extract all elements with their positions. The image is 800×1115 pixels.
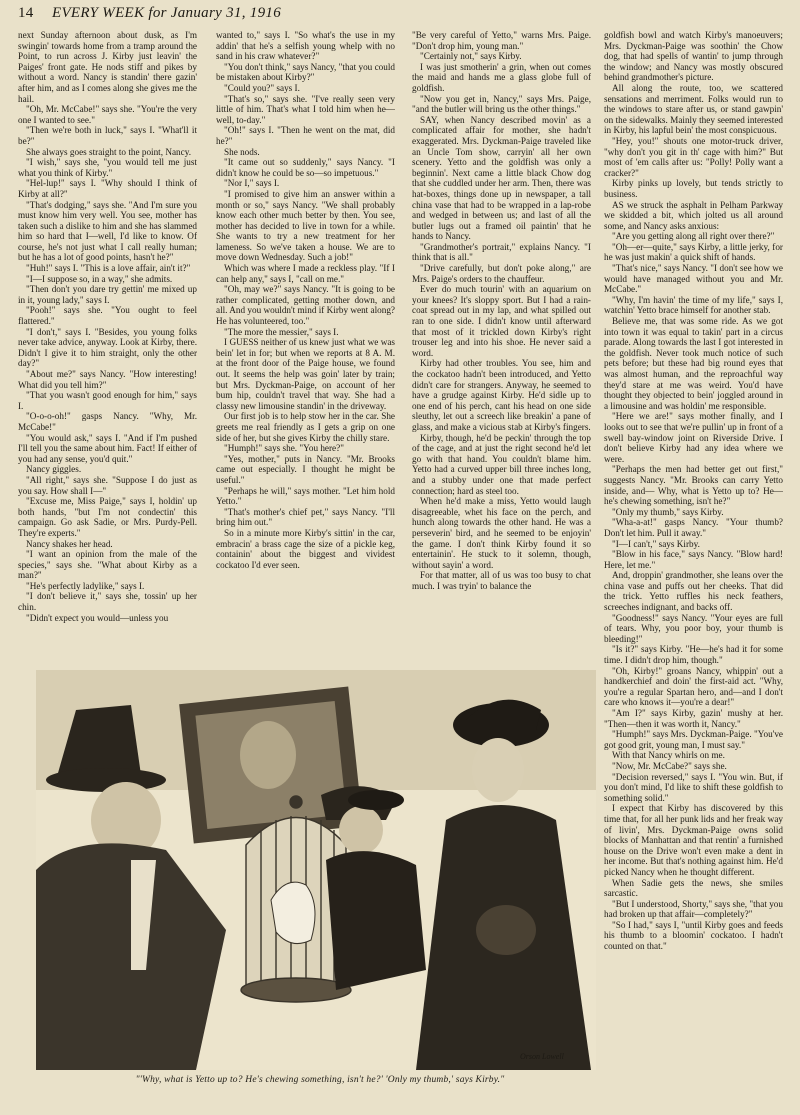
paragraph: "Drive carefully, but don't poke along," are Mrs. Paige's orders to the chauffeur. [412,263,591,284]
paragraph: "Goodness!" says Nancy. "Your eyes are full of tears. Why, you poor boy, your thumb is bleeding!" [604,612,783,644]
paragraph: goldfish bowl and watch Kirby's manoeuvers; Mrs. Dyckman-Paige was soothin' the Chow dog, that had spells of wantin' to jump through the window; and Nancy was mostly obscured behind grandmother's picture. [604,30,783,83]
paragraph: I GUESS neither of us knew just what we was bein' let in for; but when we reports at 8 A. M. at the front door of the Paige house, we found out. It seems the help was goin' later by train; but Mrs. Dyckman-Paige, on account of her bum hip, couldn't travel that way. She had a classy new limousine standin' in the driveway. [216,337,395,411]
paragraph: "That's mother's chief pet," says Nancy. "I'll bring him out." [216,506,395,528]
paragraph: "But I understood, Shorty," says she, "that you had broken up that affair—completely?" [604,898,783,920]
paragraph: "Decision reversed," says I. "You win. But, if you don't mind, I'd like to shift these goldfish to something solid." [604,771,783,803]
paragraph: "Perhaps he will," says mother. "Let him hold Yetto." [216,485,395,507]
paragraph: Nancy shakes her head. [26,538,113,549]
paragraph: "I wish," says she, "you would tell me just what you think of Kirby." [18,157,197,178]
page-header [18,5,788,25]
paragraph: For that matter, all of us was too busy to chat much. I was tryin' to balance the [412,570,591,591]
paragraph: "Grandmother's portrait," explains Nancy. "I think that is all." [412,241,591,263]
paragraph: "Perhaps the men had better get out first," suggests Nancy. "Mr. Brooks can carry Yetto inside, and— Why, what is Yetto up to? He—he's chewing something, isn't he?" [604,464,783,507]
paragraph: "I don't," says I. "Besides, you young folks never take advice, anyway. Look at Kirby, there. Didn't I give it to him straight, only the other day?" [18,326,197,369]
cockatoo [271,882,315,943]
paragraph: "Could you?" says I. [224,82,300,93]
paragraph: When Sadie gets the news, she smiles sarcastic. [604,877,783,899]
paragraph: "Wha-a-at!" gasps Nancy. "Your thumb? Don't let him. Pull it away." [604,517,783,538]
text-column-2 [216,30,395,670]
paragraph: next Sunday afternoon about dusk, as I'm swingin' towards home from a tramp around the Point, to run across J. Kirby just leavin' the Paiges' front gate. He nods stiff and pikes by without a word. Nancy is standin' there gazin' after him, and as I comes along she gives me the hail. [18,30,197,104]
paragraph: "I don't believe it," says she, tossin' up her chin. [18,591,197,613]
paragraph: "It came out so suddenly," says Nancy. "I didn't know he could be so—so impetuous." [216,157,395,178]
paragraph: Our first job is to help stow her in the car. She greets me real friendly as I gets a grip on one side of her, but she gives Kirby the chilly stare. [216,411,395,443]
paragraph: SAY, when Nancy described movin' as a complicated affair for mother, she hadn't exaggerated. Mrs. Dyckman-Paige traveled like an Uncle Tom show, carryin' all her own scenery. Yetto and the goldfish was only a beginnin'. Next came a little black Chow dog that she cuddled under her arm. Then, there was hat-boxes, things done up in newspaper, a tall china vase that had to be wrapped in a lap-robe and wedged in between us; and last of all the butler lugs out a framed oil paintin' that he hands to Nancy. [412,114,591,242]
page-number: 14 [18,5,34,21]
paragraph: Ever do much tourin' with an aquarium on your knees? It's sloppy sport. But I had a rain-coat spread out in my lap, and what spilled out ran to one side. I didn't know until afterward that most of it trickled down Kirby's right trouser leg and into his shoe. He never said a word. [412,284,591,358]
paragraph: "Are you getting along all right over there?" [612,231,775,242]
paragraph: "Then we're both in luck," says I. "What'll it be?" [18,125,197,146]
paragraph: "Hey, you!" shouts one motor-truck driver, "why don't you git in th' cage with him?" But most of 'em calls after us: "Polly! Polly want a cracker?" [604,135,783,178]
paragraph: wanted to," says I. "So what's the use in my addin' that he's a selfish young whelp with no sand in his craw whatever?" [216,30,395,62]
paragraph: And, droppin' grandmother, she leans over the china vase and puffs out her cheeks. That did the trick. Yetto ruffles his neck feathers, screeches indignant, and backs off. [604,570,783,613]
paragraph: "Didn't expect you would—unless you [26,612,169,623]
paragraph: "Be very careful of Yetto," warns Mrs. Paige. "Don't drop him, young man." [412,30,591,51]
paragraph: "Is it?" says Kirby. "He—he's had it for some time. I didn't drop him, though." [604,644,783,666]
paragraph: "Here we are!" says mother finally, and I looks out to see that we're pullin' up in front of a swell bay-window joint on Riverside Drive. I don't believe Kirby had any idea where we were. [604,411,783,464]
paragraph: "Why, I'm havin' the time of my life," says I, watchin' Yetto brace himself for another stab. [604,294,783,316]
paragraph: "Oh, Mr. McCabe!" says she. "You're the very one I wanted to see." [18,104,197,125]
paragraph: "Pooh!" says she. "You ought to feel flattered." [18,305,197,327]
paragraph: "Humph!" says she. "You here?" [224,443,344,454]
paragraph: "Blow in his face," says Nancy. "Blow hard! Here, let me." [604,549,783,570]
paragraph: "I want an opinion from the male of the species," says she. "What about Kirby as a man?" [18,549,197,581]
paragraph: "Yes, mother," puts in Nancy. "Mr. Brooks came out especially. I thought he might be useful." [216,453,395,485]
paragraph: "Excuse me, Miss Paige," says I, holdin' up both hands, "but I'm not condectin' this campaign. Go ask Sadie, or Mrs. Purdy-Pell. They're experts." [18,496,197,538]
paragraph: "That's so," says she. "I've really seen very little of him. That's what I told him when he—well, to-day." [216,93,395,125]
paragraph: With that Nancy whirls on me. [612,750,725,761]
paragraph: I was just smotherin' a grin, when out comes the maid and hands me a glass globe full of goldfish. [412,61,591,93]
paragraph: All along the route, too, we scattered sensations and merriment. Folks would run to the windows to stare after us, or stand gawpin' on the sidewalks. Mainly they seemed interested in Kirby, his lapful bein' the most conspicuous. [604,82,783,136]
paragraph: "You would ask," says I. "And if I'm pushed I'll tell you the same about him. Fact! If either of you had any sense, you'd quit." [18,432,197,464]
paragraph: "Oh, may we?" says Nancy. "It is going to be rather complicated, getting mother down, and all. And you wouldn't mind if Kirby went along? He has volunteered, too." [216,284,395,327]
paragraph: "Certainly not," says Kirby. [420,51,522,62]
paragraph: AS we struck the asphalt in Pelham Parkway we skidded a bit, which jolted us all around some, and Nancy asks anxious: [604,199,783,231]
paragraph: "You don't think," says Nancy, "that you could be mistaken about Kirby?" [216,61,395,83]
paragraph: "I—I suppose so, in a way," she admits. [26,273,173,284]
paragraph: I expect that Kirby has discovered by this time that, for all her punk lids and her freak way of livin', Mrs. Dyckman-Paige owns solid blocks of Manhattan and that rentin' a furnished house on the Drive won't even make a dent in her income. But that's nothing against him. He'd picked Nancy when he thought different. [604,803,783,877]
paragraph: "That's nice," says Nancy. "I don't see how we would have managed without you and Mr. McCabe." [604,263,783,295]
paragraph: Nancy giggles. [26,464,82,475]
caption-text: "'Why, what is Yetto up to? He's chewing something, isn't he?' 'Only my thumb,' says Kirby." [135,1075,505,1085]
paragraph: She always goes straight to the point, Nancy. [26,146,192,157]
paragraph: "Nor I," says I. [224,178,280,189]
paragraph: "Oh, Kirby!" groans Nancy, whippin' out a handkerchief and doin' the first-aid act. "Why, you're a regular Spartan hero, and—and I don't care who knows it—you're a dear!" [604,665,783,708]
paragraph: "Hel-lup!" says I. "Why should I think of Kirby at all?" [18,178,197,199]
artist-signature [520,1052,564,1061]
paragraph: "That you wasn't good enough for him," says I. [18,390,197,411]
publication-title: EVERY WEEK for January 31, 1916 [52,5,282,21]
paragraph: "Oh—er—quite," says Kirby, a little jerky, for he was just makin' a quick shift of hands. [604,241,783,263]
story-illustration [36,670,596,1070]
paragraph: "All right," says she. "Suppose I do just as you say. How shall I—" [18,474,197,496]
text-column-3 [412,30,591,670]
chow-dog [476,905,536,955]
text-column-1 [18,30,197,670]
paragraph: Kirby had other troubles. You see, him and the cockatoo hadn't been introduced, and Yetto didn't care for strangers. Anyway, he seemed to have a grudge against Kirby. He'd sidle up to one end of his perch, cant his head on one side sleuthy, let out a screech like breakin' a pane of glass, and make a vicious stab at Kirby's fingers. [412,358,591,432]
paragraph: "Huh!" says I. "This is a love affair, ain't it?" [26,263,191,274]
paragraph: "He's perfectly ladylike," says I. [26,580,145,591]
illustration-drawing [36,670,596,1070]
paragraph: Kirby pinks up lovely, but tends strictly to business. [604,178,783,199]
signature-text: Orson Lowell [520,1052,564,1061]
paragraph: When he'd make a miss, Yetto would laugh disagreeable, whet his face on the perch, and hunch along towards the other hand. He was a perseverin' bird, and he seemed to be enjoyin' the game. I don't think Kirby found it so entertainin'. He stuck to it solemn, though, without sayin' a word. [412,496,591,570]
paragraph: She nods. [224,146,260,157]
paragraph: "Now, Mr. McCabe?" says she. [612,760,727,771]
paragraph: "Am I?" says Kirby, gazin' mushy at her. "Then—then it was worth it, Nancy." [604,708,783,729]
paragraph: "That's dodging," says she. "And I'm sure you must know him very well. You see, mother has taken such a dislike to him and she has slammed him so hard that I—well, I'd like to know. Of course, he's not just what I call really human; but he has a lot of good points, hasn't he?" [18,199,197,263]
paragraph: "I—I can't," says Kirby. [612,538,700,549]
text-column-4 [604,30,783,1085]
paragraph: "The more the messier," says I. [224,326,339,337]
paragraph: "About me?" says Nancy. "How interesting! What did you tell him?" [18,369,197,390]
paragraph: Which was where I made a reckless play. "If I can help any," says I, "call on me." [216,263,395,284]
paragraph: Believe me, that was some ride. As we got into town it was equal to takin' part in a circus parade. Along towards the last I got interested in the goldfish. Never took much notice of such pets before; but these had big round eyes that was almost human, and the reproachful way they'd stare at me was weird. You'd have thought they objected to bein' joggled around in a limousine and was holdin' me responsible. [604,316,783,411]
paragraph: "Oh!" says I. "Then he went on the mat, did he?" [216,125,395,146]
paragraph: "Only my thumb," says Kirby. [612,506,724,517]
illustration-caption [40,1075,600,1085]
paragraph: "So I had," says I, "until Kirby goes and feeds his thumb to a bloomin' cockatoo. I hadn't counted on that." [604,919,783,952]
paragraph: "Then don't you dare try gettin' me mixed up in it, young lady," says I. [18,284,197,305]
paragraph: So in a minute more Kirby's sittin' in the car, embracin' a brass cage the size of a pickle keg, containin' about the biggest and vividest cockatoo I'd ever seen. [216,527,395,570]
paragraph: "Humph!" says Mrs. Dyckman-Paige. "You've got good grit, young man, I must say." [604,729,783,750]
paragraph: "O-o-o-oh!" gasps Nancy. "Why, Mr. McCabe!" [18,411,197,432]
young-woman-figure [348,790,404,810]
paragraph: "I promised to give him an answer within a month or so," says Nancy. "We shall probably know each other much better by then. You see, mother has decided to live in town for a while. She wants to try a new treatment for her lameness. So we've taken a house. We are to move down Wednesday. Such a job!" [216,188,395,263]
paragraph: Kirby, though, he'd be peckin' through the top of the cage, and at just the right second he'd let go with that hand. You couldn't blame him. Yetto had a curved upper bill three inches long, and a stubby under one that made perfect connection; hard as steel too. [412,432,591,496]
paragraph: "Now you get in, Nancy," says Mrs. Paige, "and the butler will bring us the other things." [412,93,591,115]
